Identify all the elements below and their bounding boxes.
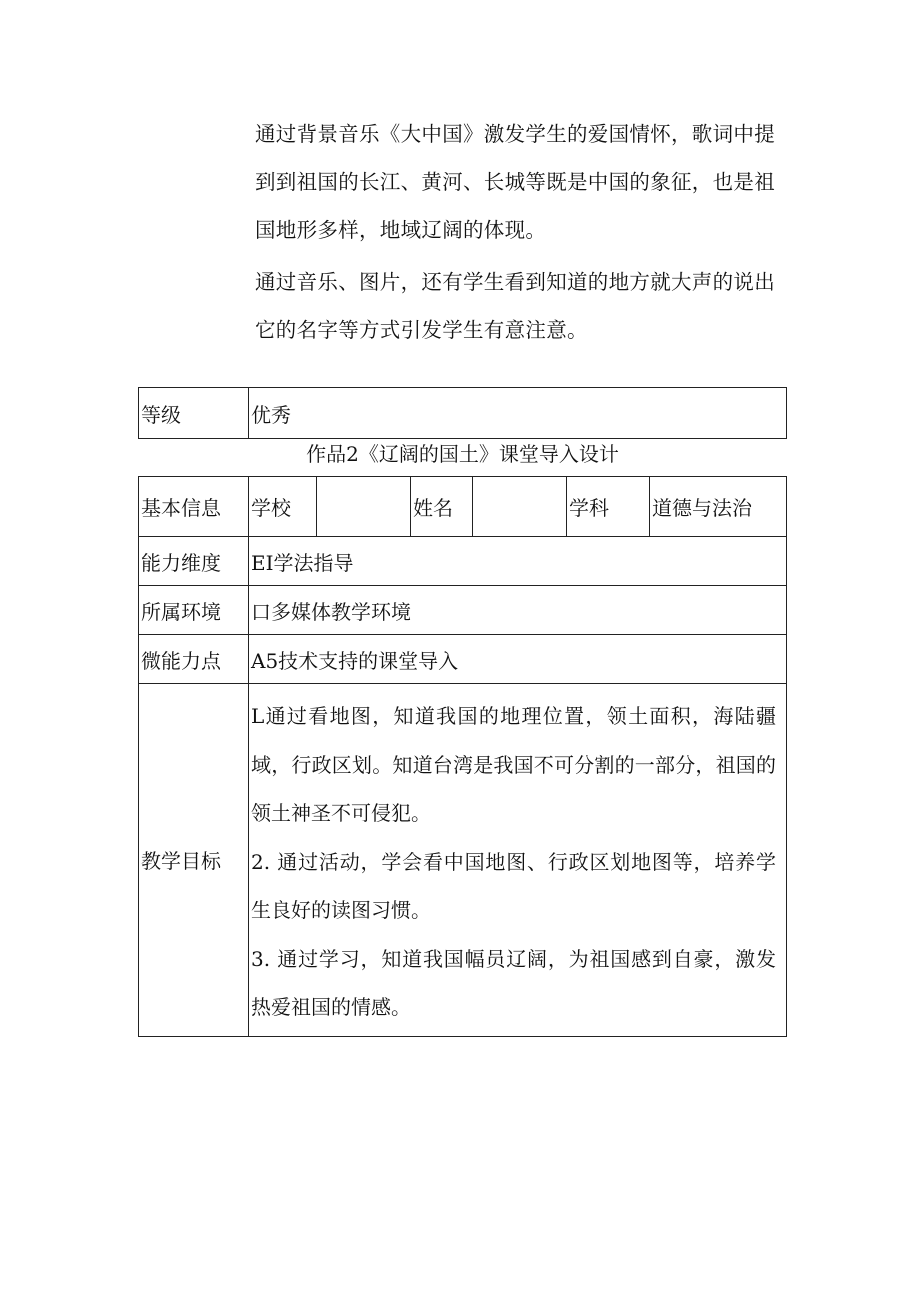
ability-row: [139, 537, 787, 586]
info-table: [138, 476, 787, 1037]
grade-value: 优秀: [249, 388, 787, 439]
work-caption: 作品2《辽阔的国土》课堂导入设计: [306, 442, 619, 466]
grade-row: [139, 388, 787, 439]
ability-label: 能力维度: [139, 537, 249, 586]
intro-paragraph-1: [255, 110, 780, 254]
micro-ability-value: A5技术支持的课堂导入: [249, 635, 787, 684]
name-label: 姓名: [411, 477, 473, 537]
intro-paragraph-2: [255, 258, 780, 354]
ability-value: EI学法指导: [249, 537, 787, 586]
grade-label: 等级: [139, 388, 249, 439]
micro-ability-label: 微能力点: [139, 635, 249, 684]
subject-label: 学科: [567, 477, 650, 537]
environment-value: 口多媒体教学环境: [249, 586, 787, 635]
micro-ability-row: [139, 635, 787, 684]
objective-item-3: 3. 通过学习，知道我国幅员辽阔，为祖国感到自豪，激发热爱祖国的情感。: [251, 946, 776, 1019]
school-label: 学校: [249, 477, 317, 537]
environment-label: 所属环境: [139, 586, 249, 635]
intro-paragraph-2-text: 通过音乐、图片，还有学生看到知道的地方就大声的说出它的名字等方式引发学生有意注意。: [255, 270, 775, 342]
environment-row: [139, 586, 787, 635]
school-value: [317, 477, 411, 537]
objectives-label: 教学目标: [139, 684, 249, 1037]
grade-table: [138, 387, 787, 439]
intro-paragraph-1-text: 通过背景音乐《大中国》激发学生的爱国情怀，歌词中提到到祖国的长江、黄河、长城等既是中国的象征，也是祖国地形多样，地域辽阔的体现。: [255, 122, 775, 242]
name-value: [473, 477, 567, 537]
subject-value: 道德与法治: [650, 477, 787, 537]
objectives-content: [249, 684, 787, 1037]
objective-item-1: L通过看地图，知道我国的地理位置，领土面积，海陆疆域，行政区划。知道台湾是我国不可分割的一部分，祖国的领土神圣不可侵犯。: [251, 704, 776, 825]
objectives-row: [139, 684, 787, 1037]
objective-item-2: 2. 通过活动，学会看中国地图、行政区划地图等，培养学生良好的读图习惯。: [251, 849, 776, 922]
basic-info-row: [139, 477, 787, 537]
basic-info-label: 基本信息: [139, 477, 249, 537]
